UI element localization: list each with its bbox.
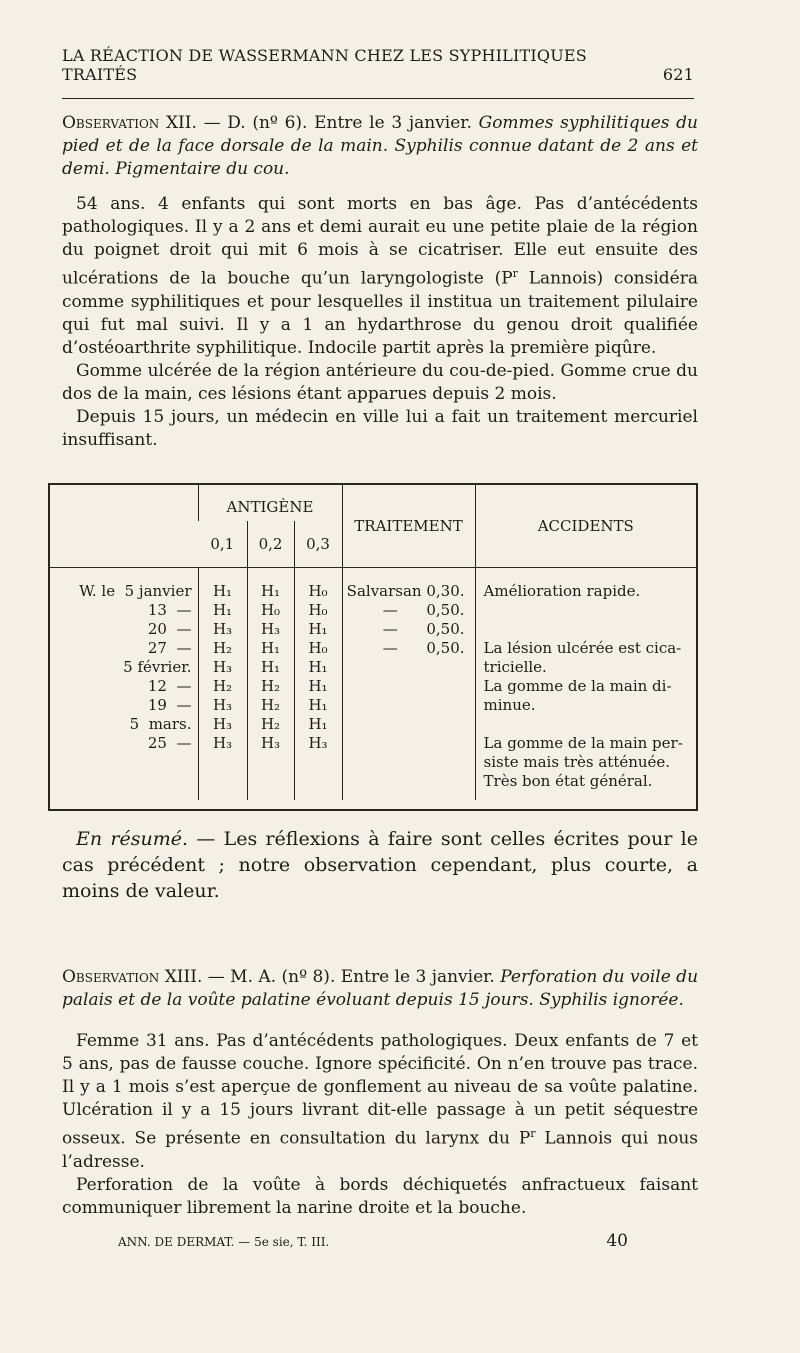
running-header xyxy=(62,46,694,84)
resume xyxy=(62,826,698,904)
row-accident: minue. xyxy=(475,695,696,714)
row-treatment xyxy=(342,771,475,790)
observation-12-label: Observation XII. xyxy=(62,113,197,133)
antigen-result-2: H₁ xyxy=(247,638,294,657)
antigen-result-3: H₁ xyxy=(294,714,342,733)
page-footer xyxy=(118,1231,628,1251)
observation-12-lesions: Gomme ulcérée de la région antérieure du cou-de-pied. Gomme crue du dos de la main, ces lésions étant apparues depuis 2 mois. xyxy=(62,360,698,404)
observation-12 xyxy=(62,112,698,452)
row-date: 5 mars. xyxy=(129,714,192,733)
antigen-result-2: H₀ xyxy=(247,600,294,619)
date-header xyxy=(50,485,198,567)
antigen-result-2: H₃ xyxy=(247,619,294,638)
row-treatment: Salvarsan 0,30. xyxy=(342,581,475,600)
antigen-result-3: H₀ xyxy=(294,581,342,600)
antigen-result-3 xyxy=(294,752,342,771)
antigen-result-3: H₁ xyxy=(294,619,342,638)
antigen-dose-1: 0,1 xyxy=(198,521,247,567)
antigen-result-3: H₁ xyxy=(294,657,342,676)
antigen-result-2: H₂ xyxy=(247,676,294,695)
row-accident: siste mais très atténuée. xyxy=(475,752,696,771)
table-row xyxy=(50,695,696,714)
antigen-dose-3: 0,3 xyxy=(294,521,342,567)
accidents-header: ACCIDENTS xyxy=(475,485,696,567)
antigen-result-3: H₁ xyxy=(294,695,342,714)
row-date xyxy=(50,771,198,790)
antigen-result-2: H₁ xyxy=(247,581,294,600)
antigen-result-1 xyxy=(198,771,247,790)
serology-rows xyxy=(50,567,696,800)
observation-13-intro: — M. A. (nº 8). Entre le 3 janvier. xyxy=(202,967,501,987)
antigen-result-1: H₃ xyxy=(198,714,247,733)
antigen-result-3: H₀ xyxy=(294,600,342,619)
table-row xyxy=(50,581,696,600)
antigen-result-1: H₁ xyxy=(198,600,247,619)
resume-text: — Les réflexions à faire sont celles écrites pour le cas précédent ; notre observation cependant, plus courte, a moins de valeur. xyxy=(62,828,699,902)
antigen-result-1: H₃ xyxy=(198,619,247,638)
row-treatment: — 0,50. xyxy=(342,619,475,638)
observation-12-treatment: Depuis 15 jours, un médecin en ville lui a fait un traitement mercuriel insuffisant. xyxy=(62,406,698,450)
antigen-result-1: H₂ xyxy=(198,676,247,695)
table-row xyxy=(50,676,696,695)
antigen-result-1: H₂ xyxy=(198,638,247,657)
row-accident: Amélioration rapide. xyxy=(475,581,696,600)
table-row xyxy=(50,638,696,657)
row-date: 12 — xyxy=(147,676,192,695)
table-row xyxy=(50,619,696,638)
observation-13-diagnosis: Perforation du voile du palais et de la voûte palatine évoluant depuis 15 jours. Syphilis ignorée. xyxy=(62,967,699,1010)
observation-13-findings: Perforation de la voûte à bords déchiquetés anfractueux faisant communiquer librement la narine droite et la bouche. xyxy=(62,1174,698,1218)
row-treatment xyxy=(342,676,475,695)
antigen-result-2: H₂ xyxy=(247,714,294,733)
antigen-result-2 xyxy=(247,771,294,790)
resume-lead: En résumé. xyxy=(76,828,189,850)
row-treatment xyxy=(342,695,475,714)
serology-table xyxy=(48,483,698,811)
antigen-dose-2: 0,2 xyxy=(247,521,294,567)
header-rule xyxy=(62,98,694,99)
row-treatment: — 0,50. xyxy=(342,600,475,619)
antigen-result-1: H₁ xyxy=(198,581,247,600)
table-row xyxy=(50,733,696,752)
signature-number: 40 xyxy=(606,1231,628,1251)
row-date: 19 — xyxy=(147,695,192,714)
journal-reference: ANN. DE DERMAT. — 5e sie, T. III. xyxy=(118,1235,330,1249)
antigen-result-3 xyxy=(294,771,342,790)
running-title: LA RÉACTION DE WASSERMANN CHEZ LES SYPHILITIQUES TRAITÉS xyxy=(62,46,587,84)
row-accident: La lésion ulcérée est cica- xyxy=(475,638,696,657)
row-treatment xyxy=(342,752,475,771)
treatment-header: TRAITEMENT xyxy=(342,485,475,567)
observation-12-heading xyxy=(62,112,698,181)
row-date: 20 — xyxy=(147,619,192,638)
row-accident xyxy=(475,619,696,638)
observation-12-history: 54 ans. 4 enfants qui sont morts en bas âge. Pas d’antécédents pathologiques. Il y a 2 ans et demi aurait eu une petite plaie de la région du poignet droit qui mit 6 mois à se cicatriser. Elle eut ensuite des ulcérations de la bouche qu’un laryngologiste ($P^r$ Lannois) considéra comme syphilitiques et pour lesquelles il institua un traitement pilulaire qui fut mal suivi. Il y a 1 an hydarthrose du genou droit qualifiée d’ostéoarthrite syphilitique. Indocile partit après la première piqûre. xyxy=(62,194,698,358)
serology-table-grid xyxy=(50,485,696,800)
antigen-result-3: H₁ xyxy=(294,676,342,695)
observation-12-diagnosis: Gommes syphilitiques du pied et de la face dorsale de la main. Syphilis connue datant de 2 ans et demi. Pigmentaire du cou. xyxy=(62,113,698,179)
row-accident xyxy=(475,714,696,733)
row-date: 5 février. xyxy=(123,657,192,676)
antigen-result-2: H₁ xyxy=(247,657,294,676)
antigen-result-3: H₀ xyxy=(294,638,342,657)
antigen-result-1: H₃ xyxy=(198,657,247,676)
row-accident: La gomme de la main di- xyxy=(475,676,696,695)
table-row xyxy=(50,771,696,790)
antigen-result-1 xyxy=(198,752,247,771)
observation-13-heading xyxy=(62,966,698,1012)
observation-13-label: Observation XIII. xyxy=(62,967,203,987)
antigen-result-1: H₃ xyxy=(198,695,247,714)
row-date xyxy=(50,752,198,771)
row-accident: Très bon état général. xyxy=(475,771,696,790)
antigen-result-1: H₃ xyxy=(198,733,247,752)
row-treatment: — 0,50. xyxy=(342,638,475,657)
antigen-result-2: H₃ xyxy=(247,733,294,752)
observation-13-history: Femme 31 ans. Pas d’antécédents pathologiques. Deux enfants de 7 et 5 ans, pas de fausse couche. Ignore spécificité. On n’en trouve pas trace. Il y a 1 mois s’est aperçue de gonflement au niveau de sa voûte palatine. Ulcération il y a 15 jours livrant dit-elle passage à un petit séquestre osseux. Se présente en consultation du larynx du $P^r$ Lannois qui nous l’adresse. xyxy=(62,1031,698,1172)
antigen-result-3: H₃ xyxy=(294,733,342,752)
table-row xyxy=(50,600,696,619)
row-accident: La gomme de la main per- xyxy=(475,733,696,752)
table-row xyxy=(50,752,696,771)
antigen-result-2: H₂ xyxy=(247,695,294,714)
antigen-header: ANTIGÈNE xyxy=(198,485,342,521)
table-row xyxy=(50,714,696,733)
page-number: 621 xyxy=(662,65,694,84)
row-accident xyxy=(475,600,696,619)
row-date: W. le 5 janvier xyxy=(79,581,192,600)
row-accident: tricielle. xyxy=(475,657,696,676)
table-row xyxy=(50,657,696,676)
antigen-result-2 xyxy=(247,752,294,771)
observation-12-intro: — D. (nº 6). Entre le 3 janvier. xyxy=(196,113,479,133)
row-treatment xyxy=(342,733,475,752)
observation-13 xyxy=(62,966,698,1220)
row-date: 27 — xyxy=(147,638,192,657)
row-treatment xyxy=(342,714,475,733)
row-date: 13 — xyxy=(147,600,192,619)
row-treatment xyxy=(342,657,475,676)
row-date: 25 — xyxy=(147,733,192,752)
